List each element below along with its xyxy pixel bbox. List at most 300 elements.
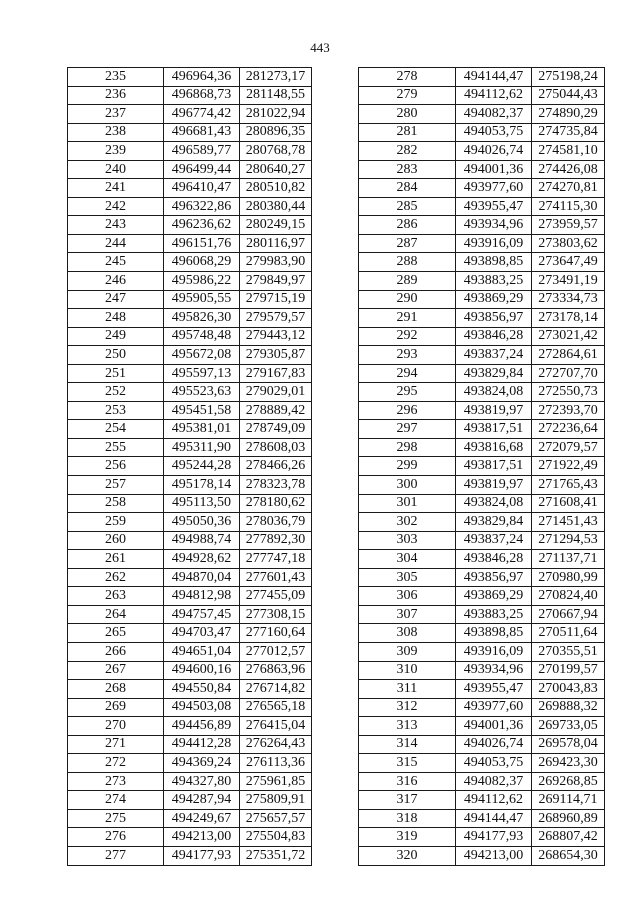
table-row xyxy=(359,142,605,161)
x-coordinate-cell: 493916,09 xyxy=(456,642,532,661)
table-row xyxy=(68,531,312,550)
table-row xyxy=(359,272,605,291)
point-number-cell: 259 xyxy=(68,513,164,532)
x-coordinate-cell: 494703,47 xyxy=(164,624,240,643)
x-coordinate-cell: 493977,60 xyxy=(456,698,532,717)
x-coordinate-cell: 493955,47 xyxy=(456,680,532,699)
y-coordinate-cell: 279983,90 xyxy=(240,253,312,272)
x-coordinate-cell: 495748,48 xyxy=(164,327,240,346)
table-row xyxy=(68,234,312,253)
point-number-cell: 295 xyxy=(359,383,456,402)
x-coordinate-cell: 495050,36 xyxy=(164,513,240,532)
point-number-cell: 312 xyxy=(359,698,456,717)
table-row xyxy=(68,754,312,773)
table-row xyxy=(68,346,312,365)
y-coordinate-cell: 269733,05 xyxy=(532,717,605,736)
x-coordinate-cell: 493846,28 xyxy=(456,327,532,346)
x-coordinate-cell: 494213,00 xyxy=(456,846,532,865)
table-row xyxy=(68,735,312,754)
table-row xyxy=(68,309,312,328)
table-row xyxy=(359,846,605,865)
table-row xyxy=(359,642,605,661)
x-coordinate-cell: 495451,58 xyxy=(164,401,240,420)
table-row xyxy=(359,438,605,457)
y-coordinate-cell: 276565,18 xyxy=(240,698,312,717)
y-coordinate-cell: 273178,14 xyxy=(532,309,605,328)
x-coordinate-cell: 495244,28 xyxy=(164,457,240,476)
point-number-cell: 261 xyxy=(68,550,164,569)
y-coordinate-cell: 277747,18 xyxy=(240,550,312,569)
table-row xyxy=(68,272,312,291)
x-coordinate-cell: 493846,28 xyxy=(456,550,532,569)
point-number-cell: 266 xyxy=(68,642,164,661)
point-number-cell: 248 xyxy=(68,309,164,328)
x-coordinate-cell: 495826,30 xyxy=(164,309,240,328)
x-coordinate-cell: 494327,80 xyxy=(164,772,240,791)
y-coordinate-cell: 277160,64 xyxy=(240,624,312,643)
x-coordinate-cell: 494144,47 xyxy=(456,68,532,87)
y-coordinate-cell: 280380,44 xyxy=(240,197,312,216)
table-row xyxy=(359,401,605,420)
table-row xyxy=(68,772,312,791)
x-coordinate-cell: 494213,00 xyxy=(164,828,240,847)
x-coordinate-cell: 495113,50 xyxy=(164,494,240,513)
table-row xyxy=(68,105,312,124)
x-coordinate-cell: 494249,67 xyxy=(164,809,240,828)
point-number-cell: 291 xyxy=(359,309,456,328)
y-coordinate-cell: 279443,12 xyxy=(240,327,312,346)
point-number-cell: 247 xyxy=(68,290,164,309)
x-coordinate-cell: 495672,08 xyxy=(164,346,240,365)
x-coordinate-cell: 493819,97 xyxy=(456,476,532,495)
x-coordinate-cell: 494001,36 xyxy=(456,717,532,736)
y-coordinate-cell: 275657,57 xyxy=(240,809,312,828)
point-number-cell: 242 xyxy=(68,197,164,216)
point-number-cell: 310 xyxy=(359,661,456,680)
table-row xyxy=(68,828,312,847)
point-number-cell: 243 xyxy=(68,216,164,235)
y-coordinate-cell: 269423,30 xyxy=(532,754,605,773)
table-row xyxy=(359,605,605,624)
table-row xyxy=(68,327,312,346)
x-coordinate-cell: 493916,09 xyxy=(456,234,532,253)
y-coordinate-cell: 272079,57 xyxy=(532,438,605,457)
point-number-cell: 274 xyxy=(68,791,164,810)
point-number-cell: 265 xyxy=(68,624,164,643)
x-coordinate-cell: 493817,51 xyxy=(456,420,532,439)
point-number-cell: 304 xyxy=(359,550,456,569)
y-coordinate-cell: 271451,43 xyxy=(532,513,605,532)
point-number-cell: 273 xyxy=(68,772,164,791)
coordinates-table-left xyxy=(67,67,312,866)
y-coordinate-cell: 273647,49 xyxy=(532,253,605,272)
x-coordinate-cell: 494928,62 xyxy=(164,550,240,569)
x-coordinate-cell: 494053,75 xyxy=(456,754,532,773)
x-coordinate-cell: 494177,93 xyxy=(164,846,240,865)
point-number-cell: 260 xyxy=(68,531,164,550)
y-coordinate-cell: 277601,43 xyxy=(240,568,312,587)
table-row xyxy=(359,234,605,253)
x-coordinate-cell: 494369,24 xyxy=(164,754,240,773)
table-row xyxy=(359,550,605,569)
table-row xyxy=(68,383,312,402)
table-row xyxy=(68,142,312,161)
point-number-cell: 238 xyxy=(68,123,164,142)
x-coordinate-cell: 493824,08 xyxy=(456,383,532,402)
y-coordinate-cell: 274426,08 xyxy=(532,160,605,179)
point-number-cell: 288 xyxy=(359,253,456,272)
table-row xyxy=(68,179,312,198)
x-coordinate-cell: 495178,14 xyxy=(164,476,240,495)
x-coordinate-cell: 493883,25 xyxy=(456,272,532,291)
x-coordinate-cell: 493837,24 xyxy=(456,531,532,550)
table-row xyxy=(359,717,605,736)
table-row xyxy=(68,717,312,736)
x-coordinate-cell: 493934,96 xyxy=(456,661,532,680)
x-coordinate-cell: 494112,62 xyxy=(456,791,532,810)
y-coordinate-cell: 272864,61 xyxy=(532,346,605,365)
point-number-cell: 264 xyxy=(68,605,164,624)
y-coordinate-cell: 280640,27 xyxy=(240,160,312,179)
x-coordinate-cell: 493819,97 xyxy=(456,401,532,420)
x-coordinate-cell: 493898,85 xyxy=(456,624,532,643)
x-coordinate-cell: 496774,42 xyxy=(164,105,240,124)
table-row xyxy=(68,568,312,587)
table-row xyxy=(359,216,605,235)
table-row xyxy=(68,253,312,272)
table-row xyxy=(68,642,312,661)
x-coordinate-cell: 494503,08 xyxy=(164,698,240,717)
x-coordinate-cell: 496322,86 xyxy=(164,197,240,216)
table-row xyxy=(359,253,605,272)
point-number-cell: 319 xyxy=(359,828,456,847)
y-coordinate-cell: 280116,97 xyxy=(240,234,312,253)
point-number-cell: 317 xyxy=(359,791,456,810)
table-row xyxy=(359,513,605,532)
table-row xyxy=(68,809,312,828)
x-coordinate-cell: 494177,93 xyxy=(456,828,532,847)
point-number-cell: 245 xyxy=(68,253,164,272)
point-number-cell: 301 xyxy=(359,494,456,513)
point-number-cell: 299 xyxy=(359,457,456,476)
table-row xyxy=(68,364,312,383)
table-row xyxy=(359,809,605,828)
table-row xyxy=(68,587,312,606)
table-row xyxy=(68,494,312,513)
y-coordinate-cell: 272393,70 xyxy=(532,401,605,420)
point-number-cell: 268 xyxy=(68,680,164,699)
y-coordinate-cell: 280768,78 xyxy=(240,142,312,161)
y-coordinate-cell: 274270,81 xyxy=(532,179,605,198)
point-number-cell: 267 xyxy=(68,661,164,680)
x-coordinate-cell: 493829,84 xyxy=(456,364,532,383)
point-number-cell: 277 xyxy=(68,846,164,865)
y-coordinate-cell: 276113,36 xyxy=(240,754,312,773)
table-row xyxy=(68,605,312,624)
point-number-cell: 300 xyxy=(359,476,456,495)
y-coordinate-cell: 279579,57 xyxy=(240,309,312,328)
y-coordinate-cell: 273334,73 xyxy=(532,290,605,309)
x-coordinate-cell: 494550,84 xyxy=(164,680,240,699)
point-number-cell: 282 xyxy=(359,142,456,161)
table-row xyxy=(68,791,312,810)
point-number-cell: 285 xyxy=(359,197,456,216)
table-row xyxy=(68,457,312,476)
point-number-cell: 251 xyxy=(68,364,164,383)
point-number-cell: 255 xyxy=(68,438,164,457)
x-coordinate-cell: 494600,16 xyxy=(164,661,240,680)
page-number: 443 xyxy=(310,40,330,55)
table-row xyxy=(359,457,605,476)
x-coordinate-cell: 493955,47 xyxy=(456,197,532,216)
table-row xyxy=(359,680,605,699)
table-row xyxy=(68,160,312,179)
x-coordinate-cell: 496681,43 xyxy=(164,123,240,142)
table-row xyxy=(68,123,312,142)
y-coordinate-cell: 271922,49 xyxy=(532,457,605,476)
x-coordinate-cell: 495986,22 xyxy=(164,272,240,291)
x-coordinate-cell: 493837,24 xyxy=(456,346,532,365)
x-coordinate-cell: 496868,73 xyxy=(164,86,240,105)
point-number-cell: 250 xyxy=(68,346,164,365)
point-number-cell: 309 xyxy=(359,642,456,661)
x-coordinate-cell: 493856,97 xyxy=(456,568,532,587)
x-coordinate-cell: 495311,90 xyxy=(164,438,240,457)
point-number-cell: 280 xyxy=(359,105,456,124)
point-number-cell: 294 xyxy=(359,364,456,383)
point-number-cell: 316 xyxy=(359,772,456,791)
x-coordinate-cell: 493883,25 xyxy=(456,605,532,624)
y-coordinate-cell: 278036,79 xyxy=(240,513,312,532)
y-coordinate-cell: 272707,70 xyxy=(532,364,605,383)
point-number-cell: 275 xyxy=(68,809,164,828)
point-number-cell: 244 xyxy=(68,234,164,253)
point-number-cell: 252 xyxy=(68,383,164,402)
y-coordinate-cell: 268807,42 xyxy=(532,828,605,847)
y-coordinate-cell: 279715,19 xyxy=(240,290,312,309)
point-number-cell: 237 xyxy=(68,105,164,124)
x-coordinate-cell: 496236,62 xyxy=(164,216,240,235)
y-coordinate-cell: 273021,42 xyxy=(532,327,605,346)
y-coordinate-cell: 278466,26 xyxy=(240,457,312,476)
y-coordinate-cell: 276863,96 xyxy=(240,661,312,680)
table-row xyxy=(68,513,312,532)
y-coordinate-cell: 270667,94 xyxy=(532,605,605,624)
x-coordinate-cell: 496410,47 xyxy=(164,179,240,198)
point-number-cell: 263 xyxy=(68,587,164,606)
y-coordinate-cell: 273959,57 xyxy=(532,216,605,235)
point-number-cell: 297 xyxy=(359,420,456,439)
point-number-cell: 249 xyxy=(68,327,164,346)
x-coordinate-cell: 493934,96 xyxy=(456,216,532,235)
y-coordinate-cell: 275044,43 xyxy=(532,86,605,105)
y-coordinate-cell: 280249,15 xyxy=(240,216,312,235)
point-number-cell: 303 xyxy=(359,531,456,550)
point-number-cell: 306 xyxy=(359,587,456,606)
table-row xyxy=(359,568,605,587)
table-row xyxy=(359,494,605,513)
y-coordinate-cell: 275961,85 xyxy=(240,772,312,791)
x-coordinate-cell: 496068,29 xyxy=(164,253,240,272)
table-row xyxy=(68,438,312,457)
table-row xyxy=(68,661,312,680)
x-coordinate-cell: 494053,75 xyxy=(456,123,532,142)
y-coordinate-cell: 281148,55 xyxy=(240,86,312,105)
table-row xyxy=(359,179,605,198)
y-coordinate-cell: 277308,15 xyxy=(240,605,312,624)
table-row xyxy=(68,68,312,87)
x-coordinate-cell: 494757,45 xyxy=(164,605,240,624)
y-coordinate-cell: 274581,10 xyxy=(532,142,605,161)
table-row xyxy=(68,624,312,643)
table-row xyxy=(359,698,605,717)
y-coordinate-cell: 270980,99 xyxy=(532,568,605,587)
y-coordinate-cell: 279305,87 xyxy=(240,346,312,365)
point-number-cell: 283 xyxy=(359,160,456,179)
y-coordinate-cell: 270355,51 xyxy=(532,642,605,661)
coordinates-table-right xyxy=(358,67,605,866)
y-coordinate-cell: 269268,85 xyxy=(532,772,605,791)
y-coordinate-cell: 272550,73 xyxy=(532,383,605,402)
table-row xyxy=(359,68,605,87)
table-row xyxy=(359,754,605,773)
table-row xyxy=(359,197,605,216)
table-row xyxy=(68,420,312,439)
table-row xyxy=(359,160,605,179)
point-number-cell: 239 xyxy=(68,142,164,161)
y-coordinate-cell: 273491,19 xyxy=(532,272,605,291)
x-coordinate-cell: 494001,36 xyxy=(456,160,532,179)
x-coordinate-cell: 496589,77 xyxy=(164,142,240,161)
point-number-cell: 305 xyxy=(359,568,456,587)
x-coordinate-cell: 494082,37 xyxy=(456,772,532,791)
point-number-cell: 253 xyxy=(68,401,164,420)
y-coordinate-cell: 278749,09 xyxy=(240,420,312,439)
table-row xyxy=(359,735,605,754)
point-number-cell: 279 xyxy=(359,86,456,105)
y-coordinate-cell: 270199,57 xyxy=(532,661,605,680)
table-row xyxy=(68,86,312,105)
y-coordinate-cell: 278889,42 xyxy=(240,401,312,420)
table-row xyxy=(68,290,312,309)
y-coordinate-cell: 269888,32 xyxy=(532,698,605,717)
table-row xyxy=(359,364,605,383)
x-coordinate-cell: 495905,55 xyxy=(164,290,240,309)
table-row xyxy=(359,383,605,402)
y-coordinate-cell: 270043,83 xyxy=(532,680,605,699)
point-number-cell: 290 xyxy=(359,290,456,309)
table-row xyxy=(359,587,605,606)
table-row xyxy=(359,476,605,495)
point-number-cell: 298 xyxy=(359,438,456,457)
y-coordinate-cell: 272236,64 xyxy=(532,420,605,439)
x-coordinate-cell: 495523,63 xyxy=(164,383,240,402)
x-coordinate-cell: 493816,68 xyxy=(456,438,532,457)
point-number-cell: 313 xyxy=(359,717,456,736)
table-row xyxy=(359,346,605,365)
table-row xyxy=(68,476,312,495)
point-number-cell: 272 xyxy=(68,754,164,773)
table-row xyxy=(68,846,312,865)
y-coordinate-cell: 276415,04 xyxy=(240,717,312,736)
y-coordinate-cell: 269114,71 xyxy=(532,791,605,810)
y-coordinate-cell: 276264,43 xyxy=(240,735,312,754)
x-coordinate-cell: 494026,74 xyxy=(456,142,532,161)
y-coordinate-cell: 274735,84 xyxy=(532,123,605,142)
point-number-cell: 269 xyxy=(68,698,164,717)
point-number-cell: 302 xyxy=(359,513,456,532)
y-coordinate-cell: 281022,94 xyxy=(240,105,312,124)
point-number-cell: 308 xyxy=(359,624,456,643)
point-number-cell: 257 xyxy=(68,476,164,495)
x-coordinate-cell: 494412,28 xyxy=(164,735,240,754)
y-coordinate-cell: 275198,24 xyxy=(532,68,605,87)
point-number-cell: 318 xyxy=(359,809,456,828)
point-number-cell: 286 xyxy=(359,216,456,235)
x-coordinate-cell: 496499,44 xyxy=(164,160,240,179)
table-row xyxy=(359,531,605,550)
y-coordinate-cell: 278323,78 xyxy=(240,476,312,495)
y-coordinate-cell: 273803,62 xyxy=(532,234,605,253)
point-number-cell: 287 xyxy=(359,234,456,253)
y-coordinate-cell: 274115,30 xyxy=(532,197,605,216)
point-number-cell: 235 xyxy=(68,68,164,87)
point-number-cell: 307 xyxy=(359,605,456,624)
x-coordinate-cell: 494144,47 xyxy=(456,809,532,828)
x-coordinate-cell: 494112,62 xyxy=(456,86,532,105)
point-number-cell: 284 xyxy=(359,179,456,198)
y-coordinate-cell: 279029,01 xyxy=(240,383,312,402)
x-coordinate-cell: 494870,04 xyxy=(164,568,240,587)
y-coordinate-cell: 268960,89 xyxy=(532,809,605,828)
y-coordinate-cell: 275809,91 xyxy=(240,791,312,810)
x-coordinate-cell: 494082,37 xyxy=(456,105,532,124)
point-number-cell: 246 xyxy=(68,272,164,291)
y-coordinate-cell: 269578,04 xyxy=(532,735,605,754)
y-coordinate-cell: 279849,97 xyxy=(240,272,312,291)
table-row xyxy=(359,327,605,346)
point-number-cell: 315 xyxy=(359,754,456,773)
x-coordinate-cell: 493869,29 xyxy=(456,587,532,606)
y-coordinate-cell: 270511,64 xyxy=(532,624,605,643)
point-number-cell: 314 xyxy=(359,735,456,754)
table-row xyxy=(68,216,312,235)
point-number-cell: 258 xyxy=(68,494,164,513)
table-row xyxy=(359,105,605,124)
y-coordinate-cell: 281273,17 xyxy=(240,68,312,87)
table-row xyxy=(68,680,312,699)
x-coordinate-cell: 493829,84 xyxy=(456,513,532,532)
table-row xyxy=(359,123,605,142)
table-row xyxy=(68,698,312,717)
y-coordinate-cell: 271137,71 xyxy=(532,550,605,569)
x-coordinate-cell: 493869,29 xyxy=(456,290,532,309)
point-number-cell: 311 xyxy=(359,680,456,699)
point-number-cell: 270 xyxy=(68,717,164,736)
x-coordinate-cell: 494812,98 xyxy=(164,587,240,606)
y-coordinate-cell: 280510,82 xyxy=(240,179,312,198)
point-number-cell: 254 xyxy=(68,420,164,439)
x-coordinate-cell: 495597,13 xyxy=(164,364,240,383)
x-coordinate-cell: 494456,89 xyxy=(164,717,240,736)
point-number-cell: 281 xyxy=(359,123,456,142)
x-coordinate-cell: 494287,94 xyxy=(164,791,240,810)
table-row xyxy=(359,791,605,810)
point-number-cell: 241 xyxy=(68,179,164,198)
x-coordinate-cell: 493856,97 xyxy=(456,309,532,328)
y-coordinate-cell: 275504,83 xyxy=(240,828,312,847)
point-number-cell: 278 xyxy=(359,68,456,87)
